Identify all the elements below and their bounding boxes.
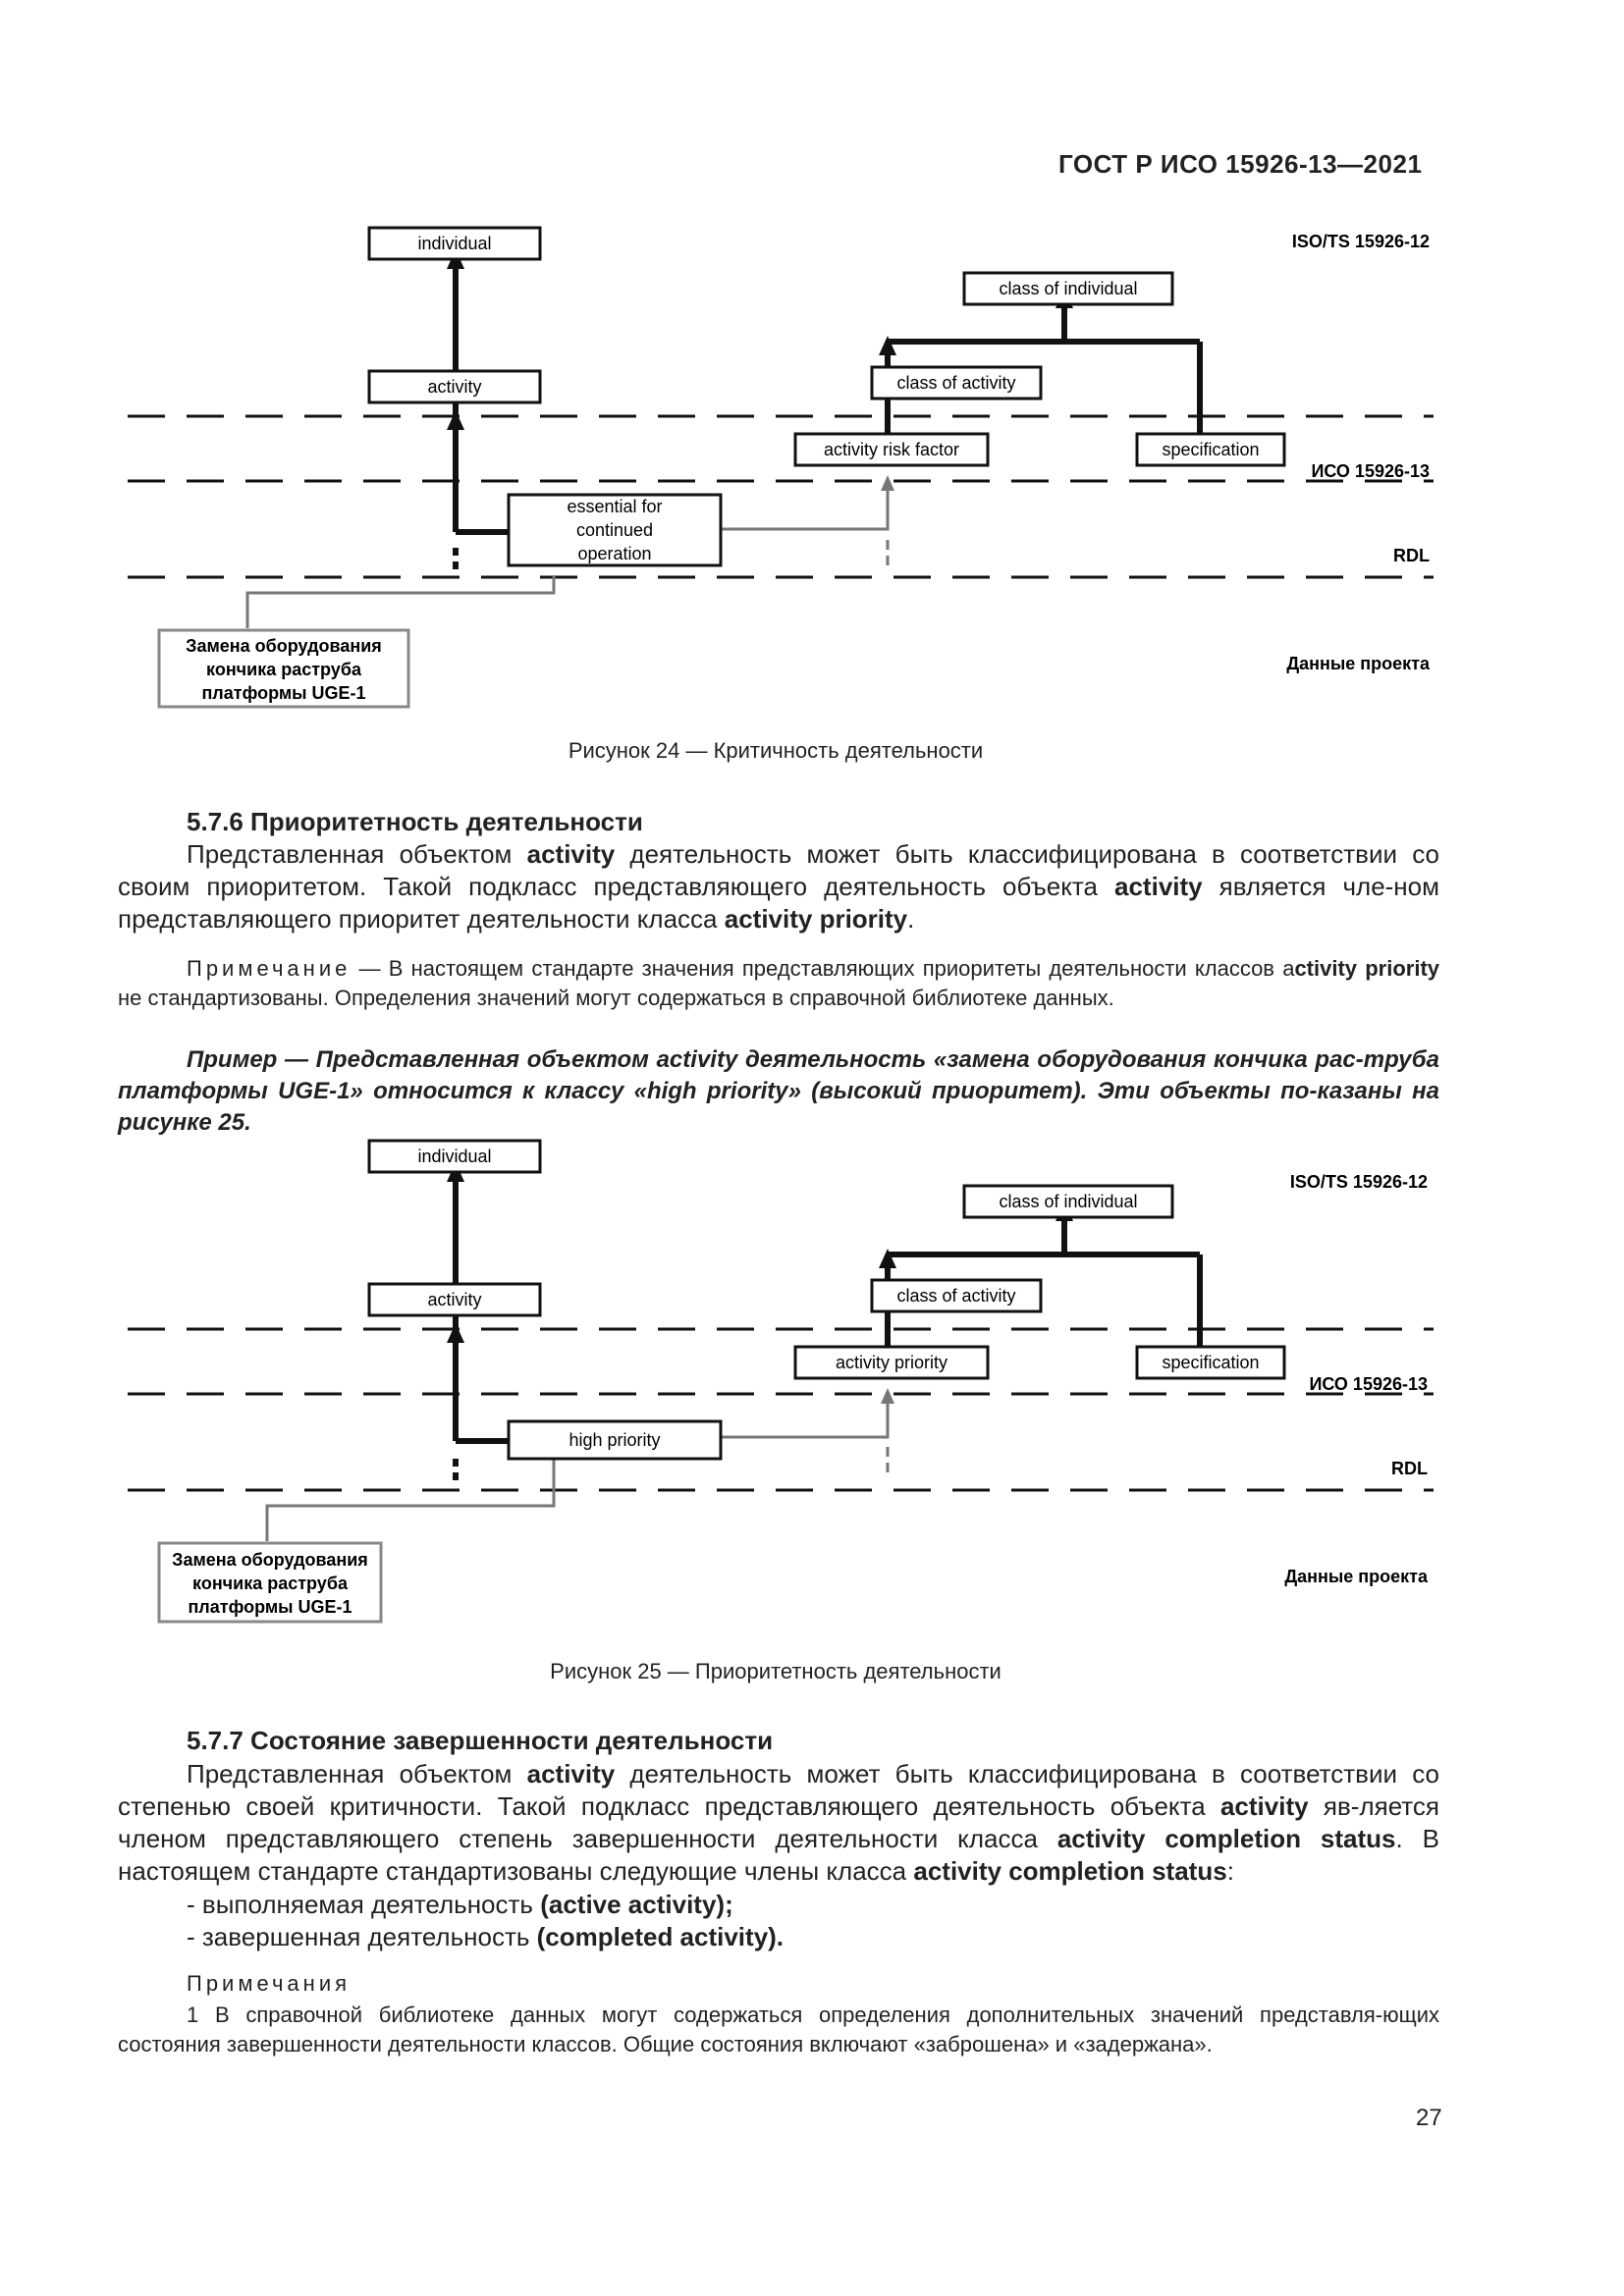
- figure-25: [118, 1131, 1453, 1641]
- svg-text:class of individual: class of individual: [999, 279, 1138, 298]
- layer-label-iso-13: ИСО 15926-13: [1311, 461, 1430, 481]
- svg-text:платформы UGE-1: платформы UGE-1: [188, 1597, 352, 1617]
- node-high-priority: [509, 1421, 721, 1459]
- svg-text:activity: activity: [427, 1290, 482, 1309]
- node-activity: [369, 1284, 540, 1315]
- layer-label-iso-ts: ISO/TS 15926-12: [1291, 232, 1430, 251]
- svg-text:Замена оборудования: Замена оборудования: [172, 1550, 368, 1570]
- arrow-head: [881, 1388, 894, 1404]
- node-activity-risk-factor: [795, 434, 988, 465]
- section-5-7-6-example: Пример — Представленная объектом activity деятельность «замена оборудования кончика рас-труба платформы UGE-1» относится к классу «high priority» (высокий приоритет). Эти объекты по-казаны на рисунке 25.: [118, 1046, 1439, 1136]
- section-5-7-6-note: Примечание — В настоящем стандарте значения представляющих приоритеты деятельности классов аctivity priority не стандартизованы. Определения значений могут содержаться в справочной библиотеке данных.: [118, 956, 1439, 1010]
- list-item: - завершенная деятельность (completed activity).: [187, 1922, 785, 1951]
- note-1: 1 В справочной библиотеке данных могут содержаться определения дополнительных значений представля-ющих состояния завершенности деятельности классов. Общие состояния включают «заброшена» и «задержана».: [118, 2002, 1439, 2056]
- node-activity: [369, 371, 540, 402]
- figure-24-caption: Рисунок 24 — Критичность деятельности: [568, 738, 984, 763]
- figure-25-diagram: [118, 1131, 1453, 1641]
- layer-label-iso-13: ИСО 15926-13: [1309, 1374, 1428, 1394]
- figure-25-caption: Рисунок 25 — Приоритетность деятельности: [550, 1659, 1001, 1683]
- layer-label-project: Данные проекта: [1284, 1567, 1428, 1586]
- svg-text:кончика раструба: кончика раструба: [192, 1574, 348, 1593]
- page-number: 27: [1416, 2105, 1442, 2131]
- layer-label-rdl: RDL: [1393, 546, 1430, 565]
- node-project-activity: [159, 1543, 381, 1622]
- svg-text:платформы UGE-1: платформы UGE-1: [201, 683, 366, 703]
- node-specification: [1137, 434, 1284, 465]
- section-5-7-6-paragraph: Представленная объектом activity деятельность может быть классифицирована в соответствии со своим приоритетом. Такой подкласс представляющего деятельность объекта activity является чле-ном представляющего приоритет деятельности класса activity priority.: [118, 839, 1440, 934]
- svg-text:continued: continued: [575, 520, 654, 540]
- svg-text:essential for: essential for: [567, 497, 663, 516]
- svg-text:activity: activity: [427, 377, 482, 397]
- svg-text:individual: individual: [417, 234, 492, 253]
- node-class-of-activity: [872, 1280, 1041, 1311]
- arrow-head: [881, 475, 894, 491]
- figure-24: [118, 218, 1453, 728]
- section-5-7-7-title: 5.7.7 Состояние завершенности деятельности: [187, 1726, 774, 1755]
- figure-24-diagram: [118, 218, 1453, 728]
- node-individual: [369, 1141, 540, 1172]
- arrow-head: [447, 1323, 464, 1343]
- node-class-of-activity: [872, 367, 1041, 399]
- svg-text:activity priority: activity priority: [835, 1353, 948, 1372]
- svg-text:Замена оборудования: Замена оборудования: [186, 636, 382, 656]
- layer-label-rdl: RDL: [1391, 1459, 1428, 1478]
- layer-label-iso-ts: ISO/TS 15926-12: [1289, 1172, 1428, 1192]
- arrow-head: [447, 410, 464, 430]
- svg-text:activity risk factor: activity risk factor: [823, 440, 960, 459]
- notes-label: Примечания: [187, 1971, 352, 1996]
- node-class-of-individual: [964, 1186, 1172, 1217]
- note-label: Примечание: [187, 956, 352, 981]
- svg-text:operation: operation: [577, 544, 652, 563]
- svg-text:specification: specification: [1162, 1353, 1260, 1372]
- relation-link: [715, 483, 888, 529]
- layer-label-project: Данные проекта: [1286, 654, 1430, 673]
- node-essential-for-continued-operation: [509, 495, 721, 565]
- svg-text:high priority: high priority: [568, 1430, 661, 1450]
- section-5-7-6-title: 5.7.6 Приоритетность деятельности: [187, 807, 643, 836]
- svg-text:class of individual: class of individual: [999, 1192, 1138, 1211]
- svg-text:class of activity: class of activity: [896, 373, 1016, 393]
- node-project-activity: [159, 630, 408, 707]
- standard-header: ГОСТ Р ИСО 15926-13—2021: [1058, 149, 1423, 179]
- project-link: [267, 1455, 554, 1541]
- node-activity-priority: [795, 1347, 988, 1378]
- list-item: - выполняемая деятельность (active activity);: [187, 1890, 733, 1919]
- node-class-of-individual: [964, 273, 1172, 304]
- node-individual: [369, 228, 540, 259]
- svg-text:class of activity: class of activity: [896, 1286, 1016, 1306]
- node-specification: [1137, 1347, 1284, 1378]
- svg-text:кончика раструба: кончика раструба: [206, 660, 361, 679]
- section-5-7-7-paragraph: Представленная объектом activity деятельность может быть классифицирована в соответствии со степенью своей критичности. Такой подкласс представляющего деятельность объекта activity яв-ляется членом представляющего степень завершенности деятельности класса activity completion status. В настоящем стандарте стандартизованы следующие члены класса activity completion status:: [118, 1759, 1439, 1886]
- project-link: [247, 575, 554, 628]
- svg-text:individual: individual: [417, 1147, 492, 1166]
- svg-text:specification: specification: [1162, 440, 1260, 459]
- relation-link: [715, 1396, 888, 1437]
